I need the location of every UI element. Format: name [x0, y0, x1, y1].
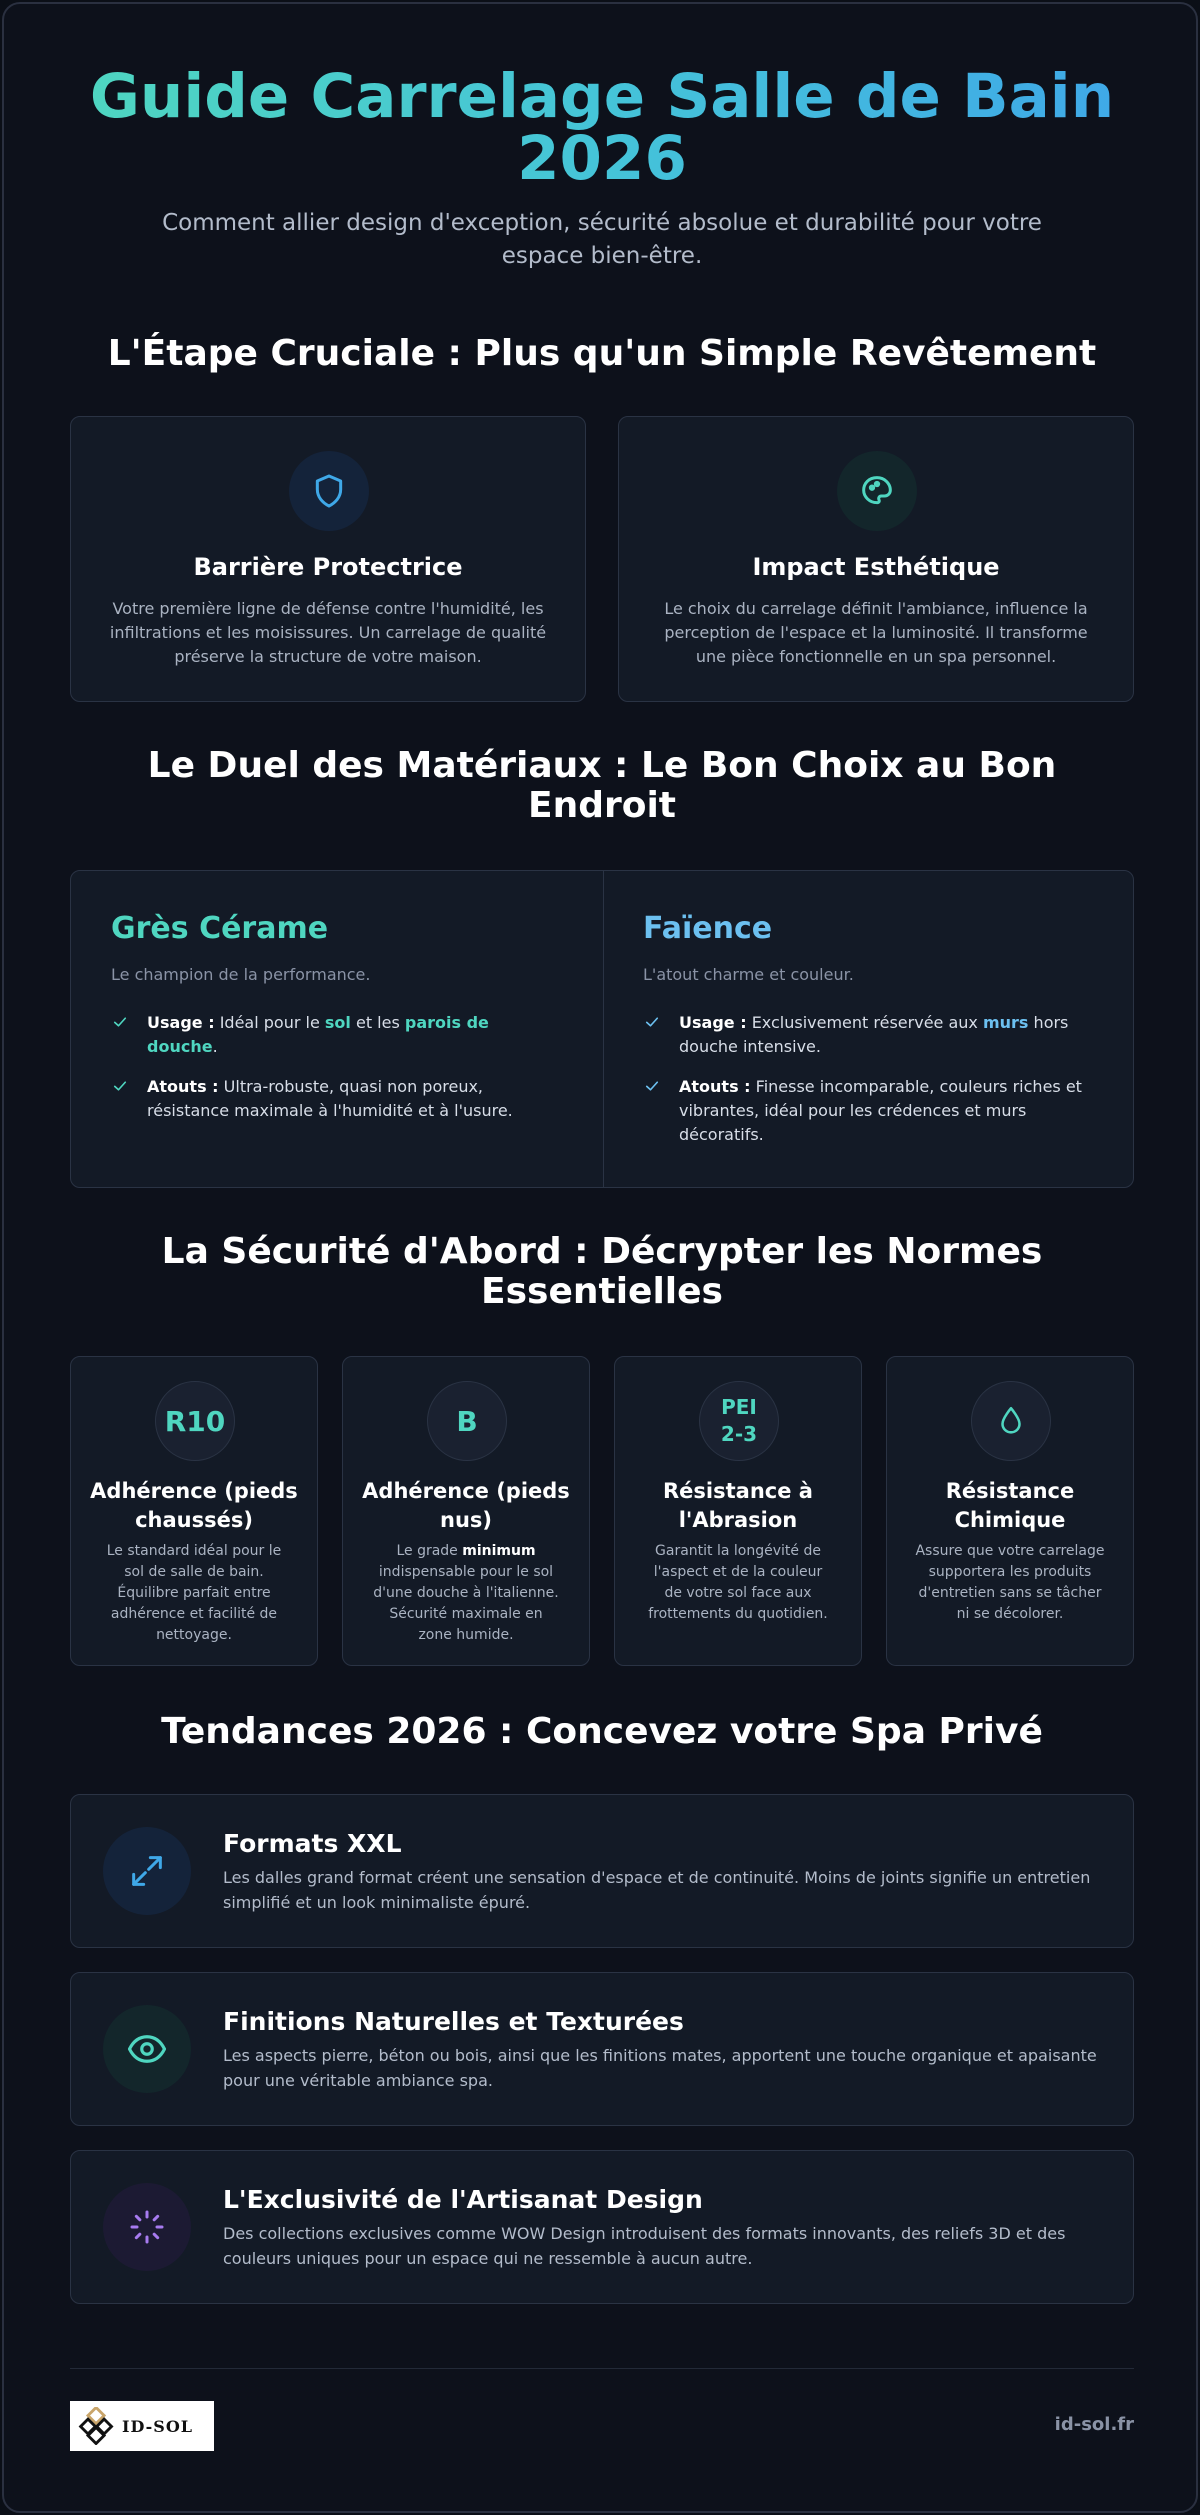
- check-icon: [643, 1013, 661, 1038]
- card-text: Le choix du carrelage définit l'ambiance, influence la perception de l'espace et la luminosité. Il transforme une pièce fonctionnelle en un spa personnel.: [664, 599, 1088, 666]
- badge-label: R10: [164, 1404, 226, 1438]
- check-icon: [111, 1013, 129, 1038]
- faience-title: Faïence: [643, 911, 773, 946]
- card-text: Votre première ligne de défense contre l'humidité, les infiltrations et les moisissures. Un carrelage de qualité préserve la structure de votre maison.: [109, 599, 547, 666]
- footer-divider: [70, 2368, 1134, 2369]
- eye-icon: [103, 2005, 191, 2093]
- badge-label: PEI 2-3: [720, 1395, 758, 1446]
- atouts-text: Finesse incomparable, couleurs riches et vibrantes, idéal pour les crédences et murs décoratifs.: [679, 1077, 1082, 1144]
- norm-text: Assure que votre carrelage supportera les produits d'entretien sans se tâcher ni se décolorer.: [915, 1543, 1105, 1622]
- norm-text: Garantit la longévité de l'aspect et de la couleur de votre sol face aux frottements du quotidien.: [648, 1543, 828, 1622]
- trend-title: L'Exclusivité de l'Artisanat Design: [223, 2185, 703, 2214]
- logo-text: ID-SOL: [122, 2416, 194, 2436]
- check-icon: [111, 1077, 129, 1102]
- sparkle-icon: [103, 2183, 191, 2271]
- faience-subtitle: L'atout charme et couleur.: [643, 965, 854, 984]
- shield-icon: [289, 451, 369, 531]
- atouts-label: Atouts :: [679, 1077, 751, 1096]
- norm-text-bold: minimum: [462, 1543, 536, 1559]
- faience-usage: [643, 1011, 1083, 1059]
- atouts-text: Ultra-robuste, quasi non poreux, résistance maximale à l'humidité et à l'usure.: [147, 1077, 513, 1120]
- norm-card-r10: [70, 1356, 318, 1666]
- faience-column: [603, 871, 1135, 1189]
- norm-text: Le standard idéal pour le sol de salle de bain. Équilibre parfait entre adhérence et facilité de nettoyage.: [106, 1543, 282, 1643]
- expand-icon: [103, 1827, 191, 1915]
- palette-icon: [837, 451, 917, 531]
- card-barriere: [70, 416, 586, 702]
- norm-text-part: indispensable pour le sol d'une douche à l'italienne. Sécurité maximale en zone humide.: [373, 1564, 559, 1643]
- page-frame: [2, 2, 1198, 2513]
- norm-card-b: [342, 1356, 590, 1666]
- section-title-line: La Sécurité d'Abord : Décrypter les Normes: [161, 1231, 1043, 1272]
- norm-badge: [427, 1381, 507, 1461]
- trend-title: Finitions Naturelles et Texturées: [223, 2007, 684, 2036]
- title-line-2: 2026: [517, 123, 687, 194]
- gres-subtitle: Le champion de la performance.: [111, 965, 371, 984]
- section-title-line: Essentielles: [481, 1271, 723, 1312]
- section-title-line: Endroit: [527, 785, 677, 826]
- gres-column: [71, 871, 603, 1189]
- droplet-icon: [971, 1381, 1051, 1461]
- usage-label: Usage :: [147, 1013, 215, 1032]
- usage-highlight: murs: [982, 1013, 1029, 1032]
- logo-mark-icon: [78, 2407, 116, 2445]
- section-title-line: Le Duel des Matériaux : Le Bon Choix au Bon: [147, 745, 1057, 786]
- norm-title: Adhérence (pieds nus): [362, 1479, 570, 1532]
- site-link[interactable]: id-sol.fr: [1054, 2414, 1134, 2435]
- trend-title: Formats XXL: [223, 1829, 402, 1858]
- gres-usage: [111, 1011, 551, 1059]
- norm-text: [371, 1541, 561, 1646]
- usage-highlight: parois de douche: [147, 1013, 489, 1056]
- section-title-tendances: Tendances 2026 : Concevez votre Spa Privé: [161, 1711, 1043, 1752]
- usage-text: Exclusivement réservée aux: [751, 1013, 978, 1032]
- usage-text: hors douche intensive.: [679, 1013, 1069, 1056]
- usage-text: .: [212, 1037, 218, 1056]
- trend-text: Les dalles grand format créent une sensation d'espace et de continuité. Moins de joints signifie un entretien simplifié et un look minimaliste épuré.: [223, 1868, 1091, 1912]
- trend-card-xxl: [70, 1794, 1134, 1948]
- card-title: Barrière Protectrice: [193, 553, 463, 581]
- norm-title: Résistance à l'Abrasion: [663, 1479, 813, 1532]
- id-sol-logo[interactable]: [70, 2401, 214, 2451]
- norm-card-pei: [614, 1356, 862, 1666]
- trend-card-artisanat: [70, 2150, 1134, 2304]
- check-icon: [643, 1077, 661, 1102]
- card-title: Impact Esthétique: [752, 553, 1000, 581]
- norm-badge: [699, 1381, 779, 1461]
- norm-badge: [155, 1381, 235, 1461]
- atouts-label: Atouts :: [147, 1077, 219, 1096]
- gres-atouts: [111, 1075, 551, 1123]
- section-title-securite: [70, 1232, 1134, 1312]
- title-line-1: Guide Carrelage Salle de Bain: [89, 61, 1115, 132]
- usage-text: Idéal pour le: [219, 1013, 320, 1032]
- usage-label: Usage :: [679, 1013, 747, 1032]
- section-title-etape: L'Étape Cruciale : Plus qu'un Simple Revêtement: [107, 333, 1097, 374]
- norm-title: Résistance Chimique: [945, 1479, 1075, 1532]
- card-esthetique: [618, 416, 1134, 702]
- usage-highlight: sol: [324, 1013, 351, 1032]
- usage-text: et les: [355, 1013, 400, 1032]
- norm-card-chimique: [886, 1356, 1134, 1666]
- trend-text: Les aspects pierre, béton ou bois, ainsi que les finitions mates, apportent une touche organique et apaisante pour une véritable ambiance spa.: [223, 2046, 1097, 2090]
- norm-title: Adhérence (pieds chaussés): [90, 1479, 298, 1532]
- gres-title: Grès Cérame: [111, 911, 329, 946]
- materials-comparison: [70, 870, 1134, 1188]
- page-subtitle: Comment allier design d'exception, sécurité absolue et durabilité pour votre espace bien-être.: [162, 210, 1042, 269]
- trend-card-finitions: [70, 1972, 1134, 2126]
- trend-text: Des collections exclusives comme WOW Design introduisent des formats innovants, des reliefs 3D et des couleurs uniques pour un espace qui ne ressemble à aucun autre.: [223, 2224, 1066, 2268]
- norm-text-part: Le grade: [396, 1543, 458, 1559]
- faience-atouts: [643, 1075, 1083, 1147]
- page-title: [70, 61, 1134, 194]
- section-title-duel: [70, 746, 1134, 826]
- badge-label: B: [456, 1404, 478, 1438]
